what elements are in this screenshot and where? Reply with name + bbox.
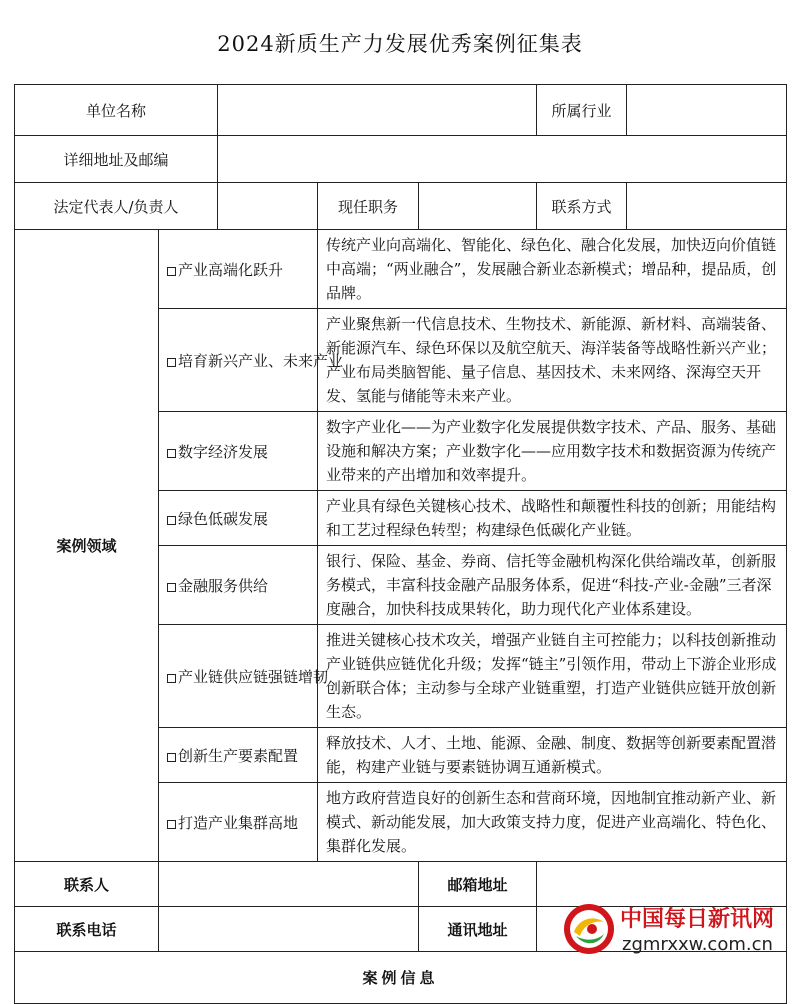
case-description: 地方政府营造良好的创新生态和营商环境，因地制宜推动新产业、新模式、新动能发展，加大政策支持力度，促进产业高端化、特色化、集群化发展。 bbox=[318, 783, 787, 862]
contact-person-field[interactable] bbox=[159, 862, 419, 907]
checkbox[interactable] bbox=[167, 449, 176, 458]
legal-rep-label: 法定代表人/负责人 bbox=[15, 183, 218, 230]
case-category-label: 培育新兴产业、未来产业 bbox=[178, 351, 344, 370]
case-category-label: 金融服务供给 bbox=[178, 576, 269, 595]
checkbox[interactable] bbox=[167, 267, 176, 276]
row-unit bbox=[15, 85, 787, 136]
industry-label: 所属行业 bbox=[537, 85, 627, 136]
watermark-site-name: 中国每日新讯网 bbox=[620, 907, 775, 932]
phone-field[interactable] bbox=[159, 907, 419, 952]
case-category-label: 产业高端化跃升 bbox=[178, 260, 284, 279]
position-field[interactable] bbox=[419, 183, 537, 230]
mail-address-label: 通讯地址 bbox=[419, 907, 537, 952]
case-category-label: 创新生产要素配置 bbox=[178, 746, 299, 765]
case-category[interactable] bbox=[159, 230, 318, 309]
case-description: 推进关键核心技术攻关，增强产业链自主可控能力；以科技创新推动产业链供应链优化升级；发挥“链主”引领作用，带动上下游企业形成创新联合体；主动参与全球产业链重塑，打造产业链供应链开放创新生态。 bbox=[318, 625, 787, 728]
application-form bbox=[14, 84, 787, 1004]
case-category[interactable] bbox=[159, 783, 318, 862]
row-case-info bbox=[15, 952, 787, 1004]
contact-person-label: 联系人 bbox=[15, 862, 159, 907]
checkbox[interactable] bbox=[167, 358, 176, 367]
case-category[interactable] bbox=[159, 491, 318, 546]
checkbox[interactable] bbox=[167, 820, 176, 829]
address-field[interactable] bbox=[218, 136, 787, 183]
case-category-label: 数字经济发展 bbox=[178, 442, 269, 461]
case-area-label: 案例领域 bbox=[15, 230, 159, 862]
checkbox[interactable] bbox=[167, 516, 176, 525]
industry-field[interactable] bbox=[627, 85, 787, 136]
site-logo-icon bbox=[562, 902, 616, 956]
case-category[interactable] bbox=[159, 309, 344, 412]
phone-label: 联系电话 bbox=[15, 907, 159, 952]
checkbox[interactable] bbox=[167, 674, 176, 683]
legal-rep-field[interactable] bbox=[218, 183, 318, 230]
case-description: 释放技术、人才、土地、能源、金融、制度、数据等创新要素配置潜能，构建产业链与要素链协调互通新模式。 bbox=[318, 728, 787, 783]
address-label: 详细地址及邮编 bbox=[15, 136, 218, 183]
case-info-heading: 案例信息 bbox=[15, 952, 787, 1004]
contact-method-field[interactable] bbox=[627, 183, 787, 230]
checkbox[interactable] bbox=[167, 583, 176, 592]
row-address bbox=[15, 136, 787, 183]
contact-method-label: 联系方式 bbox=[537, 183, 627, 230]
case-description: 传统产业向高端化、智能化、绿色化、融合化发展，加快迈向价值链中高端；“两业融合”，发展融合新业态新模式；增品种，提品质，创品牌。 bbox=[318, 230, 787, 309]
case-category[interactable] bbox=[159, 728, 318, 783]
case-category[interactable] bbox=[159, 412, 318, 491]
case-category[interactable] bbox=[159, 625, 329, 728]
row-legal bbox=[15, 183, 787, 230]
case-category-label: 打造产业集群高地 bbox=[178, 813, 299, 832]
position-label: 现任职务 bbox=[318, 183, 419, 230]
unit-name-label: 单位名称 bbox=[15, 85, 218, 136]
case-category-label: 产业链供应链强链增韧 bbox=[178, 667, 329, 686]
watermark bbox=[562, 898, 794, 958]
case-description: 银行、保险、基金、券商、信托等金融机构深化供给端改革，创新服务模式，丰富科技金融产品服务体系，促进“科技-产业-金融”三者深度融合，加快科技成果转化，助力现代化产业体系建设。 bbox=[318, 546, 787, 625]
case-description: 产业具有绿色关键核心技术、战略性和颠覆性科技的创新；用能结构和工艺过程绿色转型；构建绿色低碳化产业链。 bbox=[318, 491, 787, 546]
unit-name-field[interactable] bbox=[218, 85, 537, 136]
page-title: 2024新质生产力发展优秀案例征集表 bbox=[217, 32, 583, 56]
case-description: 数字产业化——为产业数字化发展提供数字技术、产品、服务、基础设施和解决方案；产业数字化——应用数字技术和数据资源为传统产业带来的产出增加和效率提升。 bbox=[318, 412, 787, 491]
watermark-site-url: zgmrxxw.com.cn bbox=[622, 934, 773, 955]
case-category[interactable] bbox=[159, 546, 318, 625]
case-category-label: 绿色低碳发展 bbox=[178, 509, 269, 528]
checkbox[interactable] bbox=[167, 753, 176, 762]
case-description: 产业聚焦新一代信息技术、生物技术、新能源、新材料、高端装备、新能源汽车、绿色环保以及航空航天、海洋装备等战略性新兴产业；产业布局类脑智能、量子信息、基因技术、未来网络、深海空天开发、氢能与储能等未来产业。 bbox=[318, 309, 787, 412]
case-row bbox=[15, 230, 787, 309]
email-label: 邮箱地址 bbox=[419, 862, 537, 907]
